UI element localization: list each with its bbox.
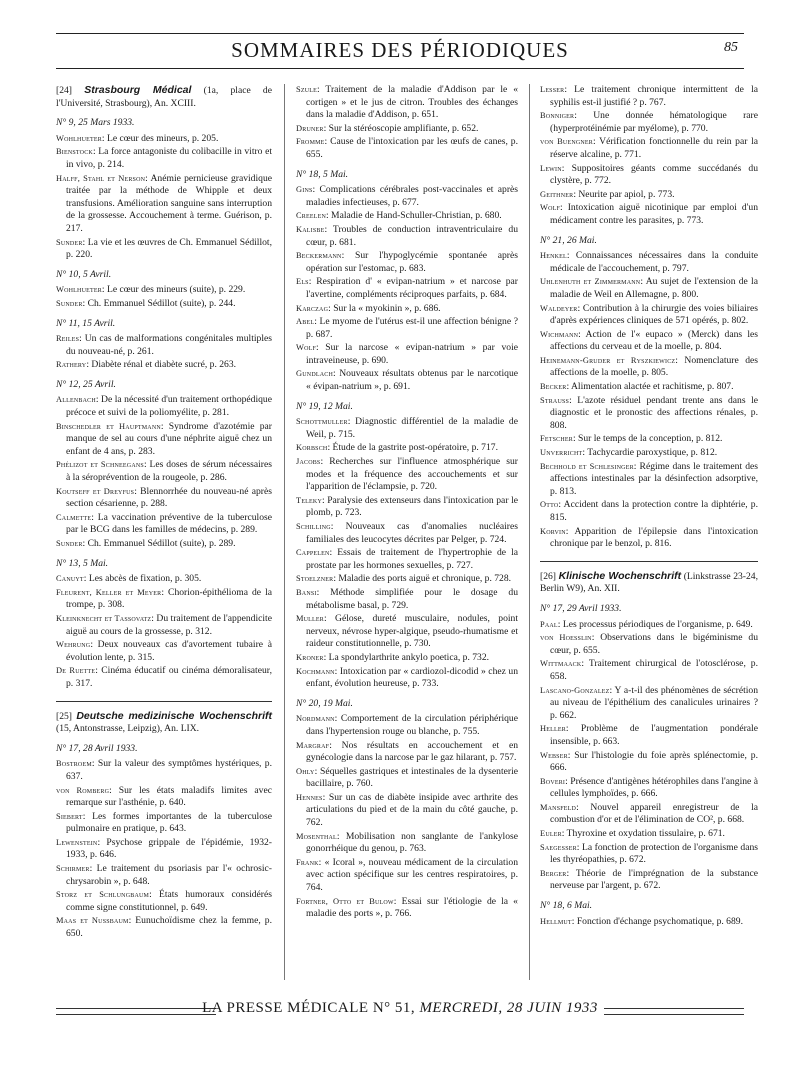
article-title: : Apparition de l'épilepsie dans l'intoxication chronique par le benzol, p. 816. [550, 525, 758, 550]
article-author: Strauss [540, 395, 570, 405]
article-author: Otto [540, 500, 559, 510]
article-title: : La spondylarthrite ankylo poetica, p. 732. [323, 651, 490, 663]
footer-number: N° 51, [372, 1000, 416, 1016]
article-title: : Connaissances nécessaires dans la conduite médicale de l'accouchement, p. 797. [550, 250, 758, 274]
article-entry [56, 284, 272, 297]
article-entry [56, 811, 272, 836]
article-title: : Présence d'antigènes hétérophiles dans l'angine à cellules lymphoïdes, p. 666. [550, 775, 758, 800]
article-title: : Intoxication par « cardiozol-dicodid » chez un enfant, évolution heureuse, p. 733. [306, 665, 518, 690]
article-entry [540, 202, 758, 227]
article-author: Koutseff et Dreyfus [56, 486, 135, 496]
issue-heading: N° 18, 6 Mai. [540, 900, 593, 912]
article-title: : Problème de l'augmentation pondérale insensible, p. 663. [550, 723, 758, 747]
column-divider [529, 84, 530, 980]
article-entry [56, 587, 272, 612]
article-entry [56, 333, 272, 358]
article-entry [56, 298, 272, 311]
article-author: Uhlenhuth et Zimmermann [540, 277, 641, 287]
article-author: Bechhold et Schlesinger [540, 461, 634, 471]
footer-date: MERCREDI, 28 JUIN 1933 [419, 1000, 598, 1016]
article-title: : La vie et les œuvres de Ch. Emmanuel Sédillot, p. 220. [66, 236, 272, 261]
article-author: Boveri [540, 776, 566, 786]
article-title: : Contribution à la chirurgie des voies biliaires d'après expériences cliniques de 571 opérés, p. 802. [550, 302, 758, 327]
article-title: : Nouvel appareil enregistreur de la combustion d'or et de l'élimination de CO², p. 668. [550, 801, 758, 826]
article-author: Saegesser [540, 842, 577, 852]
article-entry [296, 250, 518, 275]
article-author: Cappelen [296, 548, 330, 558]
article-title: : Séquelles gastriques et intestinales de la dysenterie bacillaire, p. 760. [306, 765, 518, 790]
article-entry [540, 303, 758, 328]
article-author: Wohlhueter [56, 133, 102, 143]
article-title: : Maladie de Hand-Schuller-Christian, p. 680. [325, 210, 502, 222]
article-title: : Complications cérébrales post-vaccinales et après maladies infectieuses, p. 677. [306, 184, 518, 208]
article-author: Heinemann-Gruder et Ryszkiewicz [540, 355, 676, 365]
article-author: Wolf [540, 203, 561, 213]
article-title: : Observations dans le bigéminisme du cœur, p. 655. [550, 632, 758, 656]
article-entry [56, 639, 272, 664]
article-title: : « Icoral », nouveau médicament de la circulation avec action spécifique sur les centres respiratoires, p. 764. [306, 856, 518, 894]
article-title: : Vérification fonctionnelle du rein par la réserve alcaline, p. 771. [550, 136, 759, 160]
article-author: von Hoesslin [540, 633, 592, 643]
article-entry [296, 792, 518, 830]
article-title: : Le traitement du psoriasis par l'« ochrosic-chrysarobin », p. 648. [66, 863, 272, 887]
article-entry [56, 613, 272, 638]
article-author: Gundlach [296, 369, 333, 379]
article-title: : Sur la stéréoscopie amplifiante, p. 652. [323, 122, 479, 134]
article-author: Phélizot et Schneegans [56, 460, 144, 470]
article-entry [296, 896, 518, 921]
article-entry [540, 461, 758, 499]
article-entry [296, 573, 518, 586]
issue-heading: N° 20, 19 Mai. [296, 697, 353, 709]
article-author: Fetscher [540, 434, 573, 444]
article-entry [296, 210, 518, 223]
article-title: : Les abcès de fixation, p. 305. [83, 573, 202, 585]
issue-heading: N° 19, 12 Mai. [296, 400, 353, 412]
article-title: : Sur le temps de la conception, p. 812. [572, 433, 723, 445]
article-author: Berger [540, 868, 567, 878]
article-author: Wittmaack [540, 659, 582, 669]
article-entry [56, 394, 272, 419]
article-entry [540, 447, 758, 460]
article-author: Druner [296, 123, 324, 133]
article-title: : Diabète rénal et diabète sucré, p. 263. [86, 359, 237, 371]
article-entry [296, 442, 518, 455]
article-entry [540, 526, 758, 551]
article-title: : Blennorrhée du nouveau-né après section césarienne, p. 288. [66, 485, 272, 510]
article-title: : Un cas de malformations congénitales multiples du nouveau-né, p. 261. [66, 333, 272, 357]
issue-heading: N° 17, 28 Avril 1933. [56, 742, 138, 754]
article-title: : Gélose, dureté musculaire, nodules, point nerveux, névrose hyper-algique, pseudo-rhumatisme et raideur constitutionnelle, p. 730. [306, 613, 518, 650]
article-entry [296, 547, 518, 572]
article-author: Lesser [540, 85, 565, 94]
article-title: : Sur la « myokinin », p. 686. [328, 302, 441, 314]
article-entry [296, 303, 518, 316]
article-entry [296, 123, 518, 136]
article-author: Mosenthal [296, 831, 337, 841]
article-title: : La force antagoniste du colibacille in vitro et in vivo, p. 214. [66, 146, 272, 170]
issue-heading: N° 12, 25 Avril. [56, 378, 116, 390]
article-author: Margraf [296, 740, 330, 750]
article-author: Calmette [56, 512, 92, 522]
article-author: Waldeyer [540, 303, 578, 313]
article-author: Reiles [56, 334, 80, 344]
article-author: Lewenstein [56, 837, 98, 847]
article-author: Ohly [296, 766, 315, 776]
issue-heading: N° 21, 26 Mai. [540, 234, 597, 246]
article-author: Maas et Nussbaum [56, 916, 129, 926]
article-author: Sunder [56, 298, 83, 308]
article-title: : Le cœur des mineurs, p. 205. [101, 132, 219, 144]
header-bottom-rule [56, 68, 744, 69]
article-title: : Intoxication aiguë nicotinique par emploi d'un médicament contre les parasites, p. 773. [550, 202, 758, 226]
article-entry [296, 740, 518, 765]
article-entry [296, 456, 518, 494]
article-entry [56, 863, 272, 888]
article-author: Rathery [56, 360, 87, 370]
article-author: Storz et Schlungbaum [56, 890, 150, 900]
article-author: Korvin [540, 526, 566, 536]
article-author: Gins [296, 185, 313, 195]
article-title: : Troubles de conduction intraventriculaire du cœur, p. 681. [306, 223, 518, 248]
article-entry [540, 395, 758, 433]
article-author: Muller [296, 614, 324, 624]
article-entry [296, 495, 518, 520]
article-title: : Cause de l'intoxication par les œufs de canes, p. 655. [306, 136, 518, 160]
article-author: Nordmann [296, 714, 335, 724]
article-entry [296, 766, 518, 791]
article-title: : Respiration d' « evipan-natrium » et narcose par l'avertine, compléments réciproques parfaits, p. 684. [306, 276, 518, 300]
article-author: Heller [540, 724, 566, 734]
article-title: : Suppositoires géants comme succédanés du clystère, p. 772. [550, 162, 758, 187]
page-title: SOMMAIRES DES PÉRIODIQUES [231, 38, 569, 62]
article-entry [56, 459, 272, 484]
article-title: : Fonction d'échange psychomatique, p. 689. [571, 915, 743, 927]
article-title: : Recherches sur l'influence atmosphérique sur modes et la fréquence des accouchements et sur l'apparition de l'éclampsie, p. 720. [306, 456, 518, 493]
article-title: : Alimentation alactée et rachitisme, p. 807. [566, 381, 734, 393]
article-entry [540, 916, 758, 929]
article-author: Kleinknecht et Tassovatz [56, 613, 152, 623]
article-entry [540, 136, 758, 161]
article-entry [56, 915, 272, 940]
column-middle [296, 84, 518, 922]
article-entry [540, 433, 758, 446]
article-entry [296, 652, 518, 665]
article-author: Webser [540, 750, 568, 760]
article-entry [56, 573, 272, 586]
article-title: : Sur l'histologie du foie après splénectomie, p. 666. [550, 749, 758, 774]
article-title: : Eunuchoïdisme chez la femme, p. 650. [66, 915, 272, 940]
article-title: : Sur l'hypoglycémie spontanée après opération sur l'estomac, p. 683. [306, 250, 518, 274]
article-entry [540, 329, 758, 354]
article-author: Wehrung [56, 640, 91, 650]
article-title: : Les processus périodiques de l'organisme, p. 649. [557, 618, 753, 630]
article-title: : Chorion-épithélioma de la trompe, p. 308. [66, 586, 272, 611]
article-title: : Nouveaux cas d'anomalies nucléaires familiales des leucocytes décrites par Pelger, p. 724. [306, 521, 518, 545]
article-title: : Théorie de l'imprégnation de la substance nerveuse par l'argent, p. 672. [550, 867, 758, 892]
issue-heading: N° 18, 5 Mai. [296, 168, 349, 180]
periodical-heading [56, 710, 272, 736]
article-entry [296, 416, 518, 441]
article-entry [56, 512, 272, 537]
article-title: : Traitement de la maladie d'Addison par le « cortigen » et le jus de citron. Troubles des échanges dans la maladie d'Addison, p. 651. [306, 84, 518, 121]
article-entry [540, 276, 758, 301]
article-author: Bienstock [56, 147, 93, 157]
issue-heading: N° 13, 5 Mai. [56, 557, 109, 569]
article-author: Canuyt [56, 574, 84, 584]
article-entry [540, 189, 758, 202]
article-author: Sunder [56, 237, 83, 247]
article-title: : Maladie des ports aiguë et chronique, p. 728. [333, 573, 512, 585]
article-entry [296, 587, 518, 612]
article-title: : Accident dans la protection contre la diphtérie, p. 815. [550, 499, 758, 523]
article-author: Binschedler et Hauptmann [56, 421, 161, 431]
article-entry [56, 758, 272, 783]
article-title: : La fonction de protection de l'organisme dans les thyréopathies, p. 672. [550, 841, 758, 866]
article-entry [540, 776, 758, 801]
article-title: : États humoraux considérés comme signe constitutionnel, p. 649. [66, 889, 272, 913]
article-author: Bonniger [540, 111, 575, 121]
article-entry [296, 136, 518, 161]
article-entry [56, 237, 272, 262]
article-entry [56, 133, 272, 146]
periodical-address: (15, Antonstrasse, Leipzig), An. LIX. [56, 723, 200, 735]
article-entry [56, 421, 272, 459]
article-author: Abel [296, 317, 315, 327]
article-author: Szule [296, 85, 317, 94]
article-title: : Essais de traitement de l'hypertrophie de la prostate par les hormones sexuelles, p. 727. [306, 547, 518, 571]
article-title: : Méthode simplifiée pour le dosage du métabolisme basal, p. 729. [306, 586, 518, 611]
article-author: Stoelzner [296, 574, 334, 584]
article-author: Lewin [540, 163, 562, 173]
article-author: Siebert [56, 811, 83, 821]
article-author: Kalisbe [296, 224, 325, 234]
article-title: : Action de l'« eupaco » (Merck) dans les affections du cerveau et de la moelle, p. 804. [550, 328, 758, 353]
article-author: Mansfeld [540, 802, 577, 812]
article-entry [56, 146, 272, 171]
article-author: Korbsch [296, 443, 328, 453]
article-title: : Ch. Emmanuel Sédillot (suite), p. 289. [82, 538, 236, 549]
article-title: : Essai sur l'étiologie de la « maladie des ports », p. 766. [306, 895, 518, 920]
article-author: Creelen [296, 211, 326, 221]
article-entry [540, 842, 758, 867]
article-entry [56, 665, 272, 690]
article-entry [540, 685, 758, 723]
article-author: Teleky [296, 495, 322, 505]
section-divider [540, 561, 758, 562]
periodical-address: (1a, place de l'Université, Strasbourg), An. XCIII. [56, 85, 272, 109]
article-title: : Neurite par apiol, p. 773. [573, 188, 675, 200]
article-entry [540, 84, 758, 109]
article-entry [296, 713, 518, 738]
article-author: Halff, Stahl et Nerson [56, 173, 146, 183]
article-entry [540, 868, 758, 893]
article-title: : Y a-t-il des phénomènes de sécrétion au niveau de l'épithélium des canalicules urinaires ? p. 662. [550, 684, 758, 721]
periodical-heading [540, 570, 758, 596]
article-author: Bostroem [56, 759, 92, 769]
column-divider [284, 84, 285, 980]
article-author: Schottmuller [296, 417, 348, 427]
article-entry [540, 828, 758, 841]
article-entry [540, 250, 758, 275]
article-title: : Ch. Emmanuel Sédillot (suite), p. 244. [82, 297, 236, 309]
article-title: : Anémie pernicieuse gravidique traitée par la méthode de Whipple et deux transfusions. Amélioration sanguine sans interruption de la grossesse. Accouchement à terme. Guérison, p. 217. [66, 172, 272, 234]
article-entry [540, 632, 758, 657]
article-entry [56, 889, 272, 914]
column-left [56, 84, 272, 942]
article-entry [56, 173, 272, 236]
periodical-title: Strasbourg Médical [84, 84, 192, 96]
article-author: Henkel [540, 251, 567, 261]
article-author: Becker [540, 382, 567, 392]
article-title: : Étude de la gastrite post-opératoire, p. 717. [327, 442, 498, 454]
article-title: : L'azote résiduel pendant trente ans dans le diagnostic et le pronostic des affections rénales, p. 808. [550, 394, 758, 431]
article-author: Karczag [296, 303, 329, 313]
periodical-heading [56, 84, 272, 110]
article-title: : Comportement de la circulation périphérique dans l'hypertension rouge ou blanche, p. 755. [306, 713, 518, 737]
article-entry [540, 110, 758, 135]
article-title: : De la nécessité d'un traitement orthopédique précoce et suivi de la poliomyélite, p. 281. [66, 394, 272, 419]
article-title: : Le cœur des mineurs (suite), p. 229. [101, 284, 246, 296]
article-title: : Tachycardie paroxystique, p. 812. [582, 447, 718, 459]
article-title: : Diagnostic différentiel de la maladie de Weil, p. 715. [306, 416, 518, 440]
periodical-number: [26] [540, 570, 556, 582]
article-author: Wohlhueter [56, 285, 102, 295]
article-entry [296, 184, 518, 209]
article-author: Allenbach [56, 395, 96, 405]
article-author: Schilling [296, 522, 331, 531]
footer-rule-right [604, 1008, 744, 1015]
article-entry [296, 613, 518, 651]
periodical-address: (Linkstrasse 23-24, Berlin W9), An. XII. [540, 570, 758, 595]
article-author: Els [296, 277, 309, 287]
article-entry [296, 368, 518, 393]
article-author: Hennes [296, 792, 323, 802]
article-author: Hellmut [540, 916, 572, 926]
article-author: Kroner [296, 652, 324, 662]
article-entry [56, 538, 272, 551]
article-entry [296, 831, 518, 856]
article-title: : Traitement chirurgical de l'otosclérose, p. 658. [550, 658, 758, 682]
article-author: Schirmer [56, 864, 90, 874]
article-entry [540, 381, 758, 394]
article-entry [296, 666, 518, 691]
article-title: : Sur la valeur des symptômes hystériques, p. 637. [66, 758, 272, 782]
article-title: : Sur un cas de diabète insipide avec arthrite des articulations du pied et de la main du côté gauche, p. 762. [306, 791, 518, 829]
article-title: : Le myome de l'utérus est-il une affection bénigne ? p. 687. [306, 316, 518, 340]
article-entry [296, 84, 518, 122]
article-author: Fleurent, Keller et Meyer [56, 587, 162, 597]
article-entry [296, 857, 518, 895]
article-author: Unverricht [540, 448, 583, 458]
periodical-number: [25] [56, 710, 72, 722]
periodical-title: Deutsche medizinische Wochenschrift [76, 709, 272, 722]
article-title: : Sur les états maladifs limites avec remarque sur l'asthénie, p. 640. [66, 784, 272, 809]
header-top-rule [56, 33, 744, 34]
article-title: : Les doses de sérum nécessaires à la séroprévention de la rougeole, p. 286. [66, 459, 272, 484]
article-title: : Thyroxine et oxydation tissulaire, p. 671. [561, 828, 725, 840]
article-author: Sunder [56, 539, 83, 548]
issue-heading: N° 11, 15 Avril. [56, 317, 116, 329]
article-author: Wichmann [540, 329, 579, 339]
article-entry [540, 499, 758, 524]
article-title: : Une donnée hématologique rare (hyperprotéinémie par myélome), p. 770. [550, 110, 758, 134]
article-title: : Mobilisation non sanglante de l'ankylose gonorrhéique du genou, p. 763. [306, 830, 518, 855]
column-right [540, 84, 758, 929]
article-author: von Romberg [56, 785, 110, 795]
article-entry [540, 355, 758, 380]
page-number: 85 [724, 40, 738, 55]
article-entry [56, 785, 272, 810]
article-title: : Du traitement de l'appendicite aiguë au cours de la grossesse, p. 312. [66, 612, 272, 637]
article-entry [540, 723, 758, 748]
article-title: : Nouveaux résultats obtenus par le narcotique « évipan-natrium », p. 691. [306, 368, 518, 393]
article-entry [56, 359, 272, 372]
article-author: De Ruette [56, 666, 96, 676]
article-entry [296, 521, 518, 546]
periodical-number: [24] [56, 85, 72, 96]
article-entry [296, 276, 518, 301]
article-author: von Buengner [540, 137, 593, 147]
article-title: : Deux nouveaux cas d'avortement tubaire à évolution lente, p. 315. [66, 639, 272, 663]
article-author: Bansi [296, 587, 317, 597]
article-entry [56, 837, 272, 862]
issue-heading: N° 17, 29 Avril 1933. [540, 602, 622, 614]
article-author: Frank [296, 857, 319, 867]
periodical-title: Klinische Wochenschrift [558, 569, 682, 582]
article-title: : Le traitement chronique intermittent de la syphilis est-il justifié ? p. 767. [550, 84, 758, 108]
article-entry [296, 316, 518, 341]
issue-heading: N° 10, 5 Avril. [56, 268, 112, 280]
article-title: : Cinéma éducatif ou cinéma démoralisateur, p. 317. [66, 665, 272, 689]
article-title: : Au sujet de l'extension de la maladie de Weil en Allemagne, p. 800. [550, 276, 758, 300]
article-author: Jacobs [296, 457, 321, 467]
article-entry [540, 163, 758, 188]
article-title: : Syndrome d'azotémie par manque de sel au cours d'une néphrite aiguë chez un enfant de 4 ans, p. 283. [66, 420, 272, 457]
article-title: : Nos résultats en accouchement et en gynécologie dans la narcose par le gaz hilarant, p. 757. [306, 739, 518, 764]
article-entry [56, 486, 272, 511]
article-author: Beckermann [296, 251, 342, 261]
article-author: Paal [540, 619, 558, 629]
article-entry [540, 619, 758, 632]
article-title: : Régime dans le traitement des affections intestinales par la désinfection adsorptive, p. 813. [550, 460, 759, 497]
section-divider [56, 701, 272, 702]
article-author: Euler [540, 829, 562, 839]
article-entry [296, 342, 518, 367]
article-author: Lascano-Gonzalez [540, 685, 610, 695]
article-title: : Nomenclature des affections de la moelle, p. 805. [550, 354, 758, 379]
article-author: Kochmann [296, 666, 335, 676]
article-title: : Paralysie des extenseurs dans l'intoxication par le plomb, p. 723. [306, 494, 518, 519]
article-title: : Les formes importantes de la tuberculose pulmonaire en pratique, p. 643. [66, 810, 272, 835]
article-author: Fromme [296, 137, 325, 147]
article-author: Fortner, Otto et Bulow [296, 896, 394, 906]
article-author: Wolf [296, 343, 317, 353]
article-entry [296, 224, 518, 249]
article-entry [540, 750, 758, 775]
article-entry [540, 658, 758, 683]
issue-heading: N° 9, 25 Mars 1933. [56, 117, 135, 129]
article-title: : Psychose grippale de l'épidémie, 1932-1933, p. 646. [66, 836, 272, 861]
article-title: : Sur la narcose « evipan-natrium » par voie intraveineuse, p. 690. [306, 342, 518, 366]
article-entry [540, 802, 758, 827]
article-author: Geithner [540, 189, 574, 199]
article-title: : La vaccination préventive de la tuberculose par le BCG dans les familles de médecins, p. 289. [66, 511, 272, 536]
footer-journal: LA PRESSE MÉDICALE [202, 1000, 369, 1016]
